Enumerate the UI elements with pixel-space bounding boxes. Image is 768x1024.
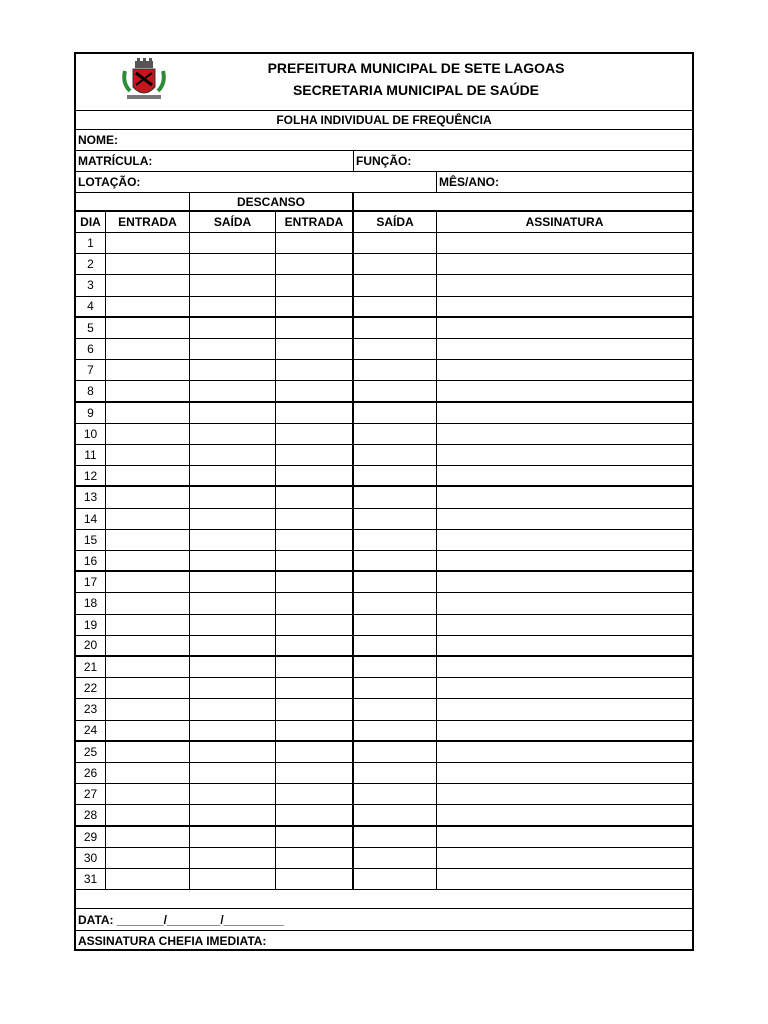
saida-1-cell[interactable] [190, 381, 276, 400]
saida-1-cell[interactable] [190, 424, 276, 444]
table-row [76, 466, 692, 487]
entrada-1-cell[interactable] [106, 487, 190, 507]
saida-2-cell[interactable] [354, 381, 437, 400]
saida-2-cell[interactable] [354, 848, 437, 868]
entrada-2-cell[interactable] [276, 424, 354, 444]
day-cell: 6 [76, 339, 106, 359]
entrada-1-cell[interactable] [106, 593, 190, 613]
table-row [76, 784, 692, 805]
entrada-1-cell[interactable] [106, 509, 190, 529]
col-assinatura: ASSINATURA [525, 215, 604, 229]
entrada-1-cell[interactable] [106, 721, 190, 740]
saida-2-cell[interactable] [354, 678, 437, 698]
entrada-2-cell[interactable] [276, 763, 354, 783]
entrada-1-cell[interactable] [106, 615, 190, 635]
saida-2-cell[interactable] [354, 509, 437, 529]
saida-2-cell[interactable] [354, 721, 437, 740]
saida-2-cell[interactable] [354, 827, 437, 847]
day-cell: 13 [76, 487, 106, 507]
entrada-1-cell[interactable] [106, 466, 190, 485]
entrada-1-cell[interactable] [106, 572, 190, 592]
saida-1-cell[interactable] [190, 487, 276, 507]
funcao-label: FUNÇÃO: [356, 154, 412, 168]
saida-1-cell[interactable] [190, 509, 276, 529]
assinatura-cell[interactable] [437, 360, 692, 380]
saida-1-cell[interactable] [190, 678, 276, 698]
saida-2-cell[interactable] [354, 699, 437, 719]
saida-1-cell[interactable] [190, 254, 276, 274]
saida-1-cell[interactable] [190, 318, 276, 338]
entrada-1-cell[interactable] [106, 318, 190, 338]
assinatura-cell[interactable] [437, 784, 692, 804]
assinatura-cell[interactable] [437, 254, 692, 274]
saida-1-cell[interactable] [190, 805, 276, 824]
entrada-1-cell[interactable] [106, 530, 190, 550]
saida-1-cell[interactable] [190, 403, 276, 423]
saida-2-cell[interactable] [354, 445, 437, 465]
saida-2-cell[interactable] [354, 233, 437, 253]
entrada-2-cell[interactable] [276, 615, 354, 635]
entrada-2-cell[interactable] [276, 721, 354, 740]
entrada-2-cell[interactable] [276, 381, 354, 400]
day-cell: 17 [76, 572, 106, 592]
assinatura-cell[interactable] [437, 721, 692, 740]
sheet-header [76, 54, 692, 111]
entrada-2-cell[interactable] [276, 742, 354, 762]
assinatura-cell[interactable] [437, 763, 692, 783]
saida-2-cell[interactable] [354, 297, 437, 316]
day-cell: 24 [76, 721, 106, 740]
entrada-2-cell[interactable] [276, 339, 354, 359]
entrada-2-cell[interactable] [276, 657, 354, 677]
lotacao-row [76, 172, 692, 193]
saida-2-cell[interactable] [354, 424, 437, 444]
saida-1-cell[interactable] [190, 572, 276, 592]
assinatura-cell[interactable] [437, 742, 692, 762]
assinatura-cell[interactable] [437, 530, 692, 550]
entrada-1-cell[interactable] [106, 339, 190, 359]
saida-2-cell[interactable] [354, 572, 437, 592]
table-row [76, 381, 692, 402]
day-cell: 27 [76, 784, 106, 804]
assinatura-cell[interactable] [437, 339, 692, 359]
entrada-1-cell[interactable] [106, 869, 190, 889]
day-cell: 9 [76, 403, 106, 423]
entrada-1-cell[interactable] [106, 784, 190, 804]
entrada-1-cell[interactable] [106, 445, 190, 465]
descanso-group-row [76, 193, 692, 212]
saida-1-cell[interactable] [190, 657, 276, 677]
saida-2-cell[interactable] [354, 530, 437, 550]
table-row [76, 572, 692, 593]
table-row [76, 487, 692, 508]
saida-2-cell[interactable] [354, 487, 437, 507]
assinatura-cell[interactable] [437, 275, 692, 295]
saida-1-cell[interactable] [190, 721, 276, 740]
day-cell: 4 [76, 297, 106, 316]
table-row [76, 318, 692, 339]
day-cell: 10 [76, 424, 106, 444]
table-row [76, 636, 692, 657]
assinatura-cell[interactable] [437, 572, 692, 592]
assinatura-cell[interactable] [437, 678, 692, 698]
col-entrada-1: ENTRADA [106, 212, 190, 232]
col-saida-1: SAÍDA [190, 212, 276, 232]
day-cell: 29 [76, 827, 106, 847]
saida-2-cell[interactable] [354, 615, 437, 635]
saida-1-cell[interactable] [190, 233, 276, 253]
assinatura-cell[interactable] [437, 636, 692, 655]
entrada-2-cell[interactable] [276, 445, 354, 465]
table-row [76, 827, 692, 848]
table-row [76, 509, 692, 530]
saida-1-cell[interactable] [190, 869, 276, 889]
entrada-1-cell[interactable] [106, 233, 190, 253]
day-cell: 25 [76, 742, 106, 762]
entrada-2-cell[interactable] [276, 233, 354, 253]
entrada-1-cell[interactable] [106, 848, 190, 868]
saida-2-cell[interactable] [354, 551, 437, 570]
entrada-1-cell[interactable] [106, 551, 190, 570]
table-row [76, 721, 692, 742]
saida-1-cell[interactable] [190, 551, 276, 570]
entrada-1-cell[interactable] [106, 360, 190, 380]
entrada-2-cell[interactable] [276, 275, 354, 295]
day-cell: 5 [76, 318, 106, 338]
entrada-2-cell[interactable] [276, 360, 354, 380]
table-row [76, 699, 692, 720]
col-saida-2: SAÍDA [354, 212, 437, 232]
assinatura-chefia-label: ASSINATURA CHEFIA IMEDIATA: [78, 934, 267, 948]
assinatura-cell[interactable] [437, 615, 692, 635]
table-row [76, 403, 692, 424]
entrada-2-cell[interactable] [276, 403, 354, 423]
day-cell: 8 [76, 381, 106, 400]
assinatura-cell[interactable] [437, 381, 692, 400]
table-row [76, 424, 692, 445]
entrada-2-cell[interactable] [276, 827, 354, 847]
assinatura-cell[interactable] [437, 699, 692, 719]
table-row [76, 869, 692, 890]
saida-1-cell[interactable] [190, 699, 276, 719]
blank-row [76, 888, 692, 909]
assinatura-cell[interactable] [437, 848, 692, 868]
saida-1-cell[interactable] [190, 593, 276, 613]
entrada-2-cell[interactable] [276, 551, 354, 570]
saida-2-cell[interactable] [354, 805, 437, 824]
col-entrada-2: ENTRADA [276, 212, 354, 232]
saida-1-cell[interactable] [190, 339, 276, 359]
saida-1-cell[interactable] [190, 763, 276, 783]
table-row [76, 297, 692, 318]
table-row [76, 339, 692, 360]
group-spacer-left [76, 193, 190, 210]
assinatura-cell[interactable] [437, 466, 692, 485]
day-cell: 11 [76, 445, 106, 465]
table-row [76, 805, 692, 826]
assinatura-cell[interactable] [437, 593, 692, 613]
day-cell: 18 [76, 593, 106, 613]
day-cell: 19 [76, 615, 106, 635]
table-row [76, 530, 692, 551]
assinatura-cell[interactable] [437, 424, 692, 444]
entrada-2-cell[interactable] [276, 572, 354, 592]
saida-1-cell[interactable] [190, 297, 276, 316]
assinatura-cell[interactable] [437, 487, 692, 507]
saida-1-cell[interactable] [190, 742, 276, 762]
table-row [76, 593, 692, 614]
day-cell: 31 [76, 869, 106, 889]
matricula-row [76, 151, 692, 172]
day-cell: 22 [76, 678, 106, 698]
table-row [76, 275, 692, 296]
table-row [76, 763, 692, 784]
entrada-1-cell[interactable] [106, 275, 190, 295]
saida-1-cell[interactable] [190, 275, 276, 295]
table-row [76, 615, 692, 636]
entrada-2-cell[interactable] [276, 509, 354, 529]
saida-1-cell[interactable] [190, 636, 276, 655]
entrada-2-cell[interactable] [276, 678, 354, 698]
day-cell: 23 [76, 699, 106, 719]
entrada-2-cell[interactable] [276, 487, 354, 507]
saida-1-cell[interactable] [190, 360, 276, 380]
entrada-2-cell[interactable] [276, 297, 354, 316]
entrada-1-cell[interactable] [106, 805, 190, 824]
day-cell: 7 [76, 360, 106, 380]
table-row [76, 848, 692, 869]
day-cell: 14 [76, 509, 106, 529]
day-cell: 20 [76, 636, 106, 655]
attendance-sheet [74, 52, 694, 951]
assinatura-cell[interactable] [437, 509, 692, 529]
entrada-1-cell[interactable] [106, 254, 190, 274]
day-cell: 21 [76, 657, 106, 677]
saida-2-cell[interactable] [354, 339, 437, 359]
saida-1-cell[interactable] [190, 848, 276, 868]
saida-1-cell[interactable] [190, 615, 276, 635]
table-row [76, 657, 692, 678]
entrada-1-cell[interactable] [106, 657, 190, 677]
entrada-2-cell[interactable] [276, 466, 354, 485]
entrada-1-cell[interactable] [106, 699, 190, 719]
saida-1-cell[interactable] [190, 445, 276, 465]
day-cell: 26 [76, 763, 106, 783]
table-row [76, 360, 692, 381]
assinatura-cell[interactable] [437, 233, 692, 253]
entrada-2-cell[interactable] [276, 254, 354, 274]
form-title: FOLHA INDIVIDUAL DE FREQUÊNCIA [276, 113, 492, 127]
table-row [76, 233, 692, 254]
saida-2-cell[interactable] [354, 657, 437, 677]
entrada-1-cell[interactable] [106, 827, 190, 847]
saida-2-cell[interactable] [354, 318, 437, 338]
saida-2-cell[interactable] [354, 403, 437, 423]
entrada-1-cell[interactable] [106, 381, 190, 400]
table-row [76, 742, 692, 763]
municipal-coat-of-arms-icon [118, 57, 174, 109]
saida-2-cell[interactable] [354, 275, 437, 295]
table-header-row [76, 212, 692, 233]
entrada-2-cell[interactable] [276, 848, 354, 868]
entrada-1-cell[interactable] [106, 297, 190, 316]
assinatura-cell[interactable] [437, 869, 692, 889]
entrada-2-cell[interactable] [276, 636, 354, 655]
table-row [76, 678, 692, 699]
assinatura-cell[interactable] [437, 827, 692, 847]
assinatura-cell[interactable] [437, 445, 692, 465]
entrada-1-cell[interactable] [106, 763, 190, 783]
assinatura-chefia-row [76, 931, 692, 951]
mes-ano-label: MÊS/ANO: [439, 175, 499, 189]
day-cell: 28 [76, 805, 106, 824]
assinatura-cell[interactable] [437, 297, 692, 316]
entrada-2-cell[interactable] [276, 869, 354, 889]
day-cell: 15 [76, 530, 106, 550]
entrada-2-cell[interactable] [276, 699, 354, 719]
assinatura-cell[interactable] [437, 318, 692, 338]
saida-2-cell[interactable] [354, 869, 437, 889]
col-dia: DIA [76, 212, 106, 232]
day-cell: 1 [76, 233, 106, 253]
day-cell: 2 [76, 254, 106, 274]
saida-1-cell[interactable] [190, 466, 276, 485]
entrada-2-cell[interactable] [276, 318, 354, 338]
assinatura-cell[interactable] [437, 551, 692, 570]
entrada-1-cell[interactable] [106, 678, 190, 698]
assinatura-cell[interactable] [437, 805, 692, 824]
entrada-1-cell[interactable] [106, 403, 190, 423]
saida-1-cell[interactable] [190, 530, 276, 550]
nome-label: NOME: [78, 133, 118, 147]
saida-2-cell[interactable] [354, 763, 437, 783]
saida-2-cell[interactable] [354, 593, 437, 613]
table-row [76, 551, 692, 572]
day-cell: 3 [76, 275, 106, 295]
descanso-header: DESCANSO [190, 193, 354, 210]
data-label: DATA: _______/________/_________ [78, 912, 284, 927]
day-cell: 12 [76, 466, 106, 485]
form-title-row [76, 111, 692, 130]
saida-2-cell[interactable] [354, 254, 437, 274]
saida-2-cell[interactable] [354, 784, 437, 804]
data-row [76, 909, 692, 931]
prefeitura-title: PREFEITURA MUNICIPAL DE SETE LAGOAS [267, 60, 565, 76]
day-cell: 16 [76, 551, 106, 570]
saida-2-cell[interactable] [354, 360, 437, 380]
table-row [76, 254, 692, 275]
lotacao-label: LOTAÇÃO: [76, 172, 437, 192]
entrada-2-cell[interactable] [276, 784, 354, 804]
entrada-2-cell[interactable] [276, 530, 354, 550]
entrada-1-cell[interactable] [106, 636, 190, 655]
saida-2-cell[interactable] [354, 636, 437, 655]
saida-2-cell[interactable] [354, 742, 437, 762]
secretaria-title: SECRETARIA MUNICIPAL DE SAÚDE [292, 82, 540, 98]
entrada-2-cell[interactable] [276, 593, 354, 613]
entrada-2-cell[interactable] [276, 805, 354, 824]
table-row [76, 445, 692, 466]
saida-1-cell[interactable] [190, 784, 276, 804]
saida-2-cell[interactable] [354, 466, 437, 485]
assinatura-cell[interactable] [437, 403, 692, 423]
assinatura-cell[interactable] [437, 657, 692, 677]
day-cell: 30 [76, 848, 106, 868]
entrada-1-cell[interactable] [106, 424, 190, 444]
matricula-label: MATRÍCULA: [76, 151, 354, 171]
entrada-1-cell[interactable] [106, 742, 190, 762]
saida-1-cell[interactable] [190, 827, 276, 847]
nome-row [76, 130, 692, 151]
